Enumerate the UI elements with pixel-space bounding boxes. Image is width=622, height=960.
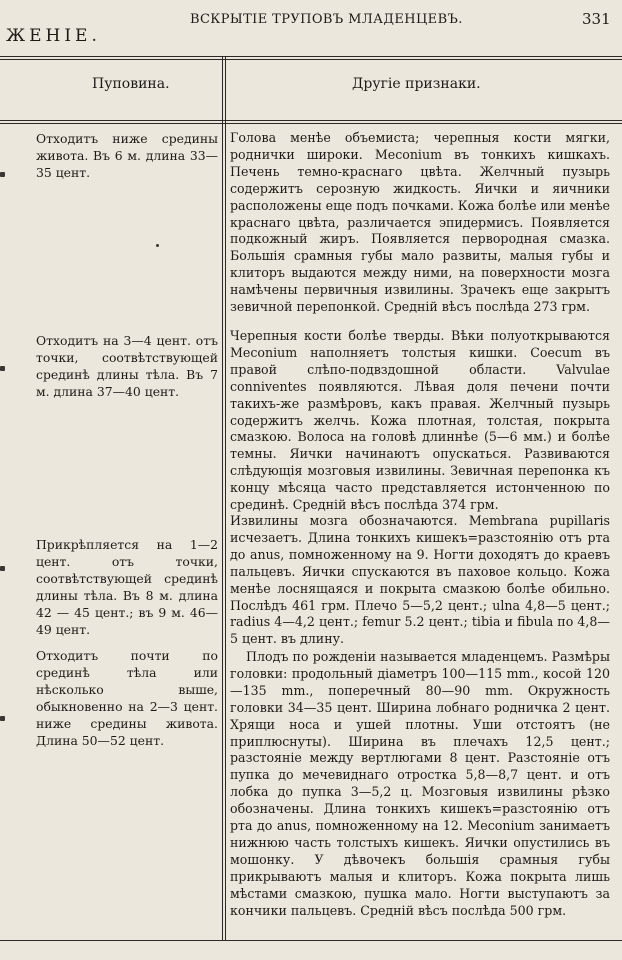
column-header-other-signs: Другіе признаки. bbox=[352, 76, 481, 92]
row-1-other-signs: Голова менѣе объемиста; черепныя кости мягки, роднички широки. Meconium въ тонкихъ кишкахъ. Печень темно-краснаго цвѣта. Желчный пузырь содержитъ серозную жидкость. Яички и яичники расположены еще подъ почками. Кожа болѣе или менѣе краснаго цвѣта, различается эпидермисъ. Появляется подкожный жиръ. Появляется первородная смазка. Большія срамныя губы мало развиты, малыя губы и клиторъ выдаются между ними, на поверхности мозга намѣчены первичныя извилины. Зрачекъ еще закрытъ зевичной перепонкой. Средній вѣсъ послѣда 273 грм. bbox=[230, 130, 611, 315]
paper-speck bbox=[156, 244, 159, 247]
row-2-other-signs: Черепныя кости болѣе тверды. Вѣки полуоткрываются Meconium наполняетъ толстыя кишки. Coecum въ правой слѣпо-подвздошной области. Valvulae conniventes появляются. Лѣвая доля печени почти такихъ-же размѣровъ, какъ правая. Желчный пузырь содержитъ желчь. Кожа плотная, толстая, покрыта смазкою. Волоса на головѣ длиннѣе (5—6 мм.) и болѣе темны. Яички начинаютъ опускаться. Развиваются слѣдующія мозговыя извилины. Зевичная перепонка къ концу мѣсяца часто представляется истонченною по срединѣ. Средній вѣсъ послѣда 374 грм. bbox=[230, 328, 610, 513]
row-3-umbilical-cord: Прикрѣпляется на 1—2 цент. отъ точки, соотвѣтствующей срединѣ длины тѣла. Въ 8 м. длина 42 — 45 цент.; въ 9 м. 46—49 цент. bbox=[36, 537, 218, 637]
row-4-umbilical-cord: Отходитъ почти по срединѣ тѣла или нѣсколько выше, обыкновенно на 2—3 цент. ниже средины живота. Длина 50—52 цент. bbox=[36, 648, 218, 748]
column-divider-inner bbox=[225, 56, 226, 940]
column-divider bbox=[222, 56, 223, 940]
page-number: 331 bbox=[582, 10, 611, 28]
margin-mark bbox=[0, 716, 5, 721]
column-header-umbilical-cord: Пуповина. bbox=[92, 76, 170, 92]
table-top-rule-inner bbox=[0, 59, 622, 60]
row-2-umbilical-cord: Отходитъ на 3—4 цент. отъ точки, соотвѣтствующей срединѣ длины тѣла. Въ 7 м. длина 37—40 цент. bbox=[36, 333, 218, 399]
running-header-fragment: ЖЕНІЕ. bbox=[6, 26, 101, 46]
row-4-other-signs: Плодъ по рожденіи называется младенцемъ. Размѣры головки: продольный діаметръ 100—115 mm., косой 120—135 mm., поперечный 80—90 mm. Окружность головки 34—35 цент. Ширина лобнаго родничка 2 цент. Хрящи носа и ушей плотны. Уши отстоятъ (не приплюснуты). Ширина въ плечахъ 12,5 цент.; разстояніе между вертлюгами 8 цент. Разстояніе отъ пупка до мечевиднаго отростка 5,8—8,7 цент. и отъ лобка до пупка 3—5,2 ц. Мозговыя извилины рѣзко обозначены. Длина тонкихъ кишекъ=разстоянію отъ рта до anus, помноженному на 12. Meconium занимаетъ нижнюю часть толстыхъ кишекъ. Яички опустились въ мошонку. У дѣвочекъ большія срамныя губы прикрываютъ малыя и клиторъ. Кожа покрыта лишь мѣстами смазкою, пушка мало. Ногти выступаютъ за кончики пальцевъ. Средній вѣсъ послѣда 500 грм. bbox=[230, 649, 610, 918]
table-top-rule bbox=[0, 56, 622, 57]
running-header-title: ВСКРЫТІЕ ТРУПОВЪ МЛАДЕНЦЕВЪ. bbox=[190, 12, 463, 27]
table-bottom-rule bbox=[0, 940, 622, 941]
header-bottom-rule-inner bbox=[0, 123, 622, 124]
margin-mark bbox=[0, 566, 5, 571]
margin-mark bbox=[0, 366, 5, 371]
row-3-other-signs: Извилины мозга обозначаются. Membrana pupillaris исчезаетъ. Длина тонкихъ кишекъ=разстоянію отъ рта до anus, помноженному на 9. Ногти доходятъ до краевъ пальцевъ. Яички спускаются въ паховое кольцо. Кожа менѣе лоснящаяся и покрыта смазкою болѣе обильно. Послѣдъ 461 грм. Плечо 5—5,2 цент.; ulna 4,8—5 цент.; radius 4—4,2 цент.; femur 5.2 цент.; tibia и fibula по 4,8—5 цент. въ длину. bbox=[230, 513, 610, 647]
margin-mark bbox=[0, 172, 5, 177]
header-bottom-rule bbox=[0, 120, 622, 121]
row-1-umbilical-cord: Отходитъ ниже средины живота. Въ 6 м. длина 33—35 цент. bbox=[36, 131, 218, 180]
